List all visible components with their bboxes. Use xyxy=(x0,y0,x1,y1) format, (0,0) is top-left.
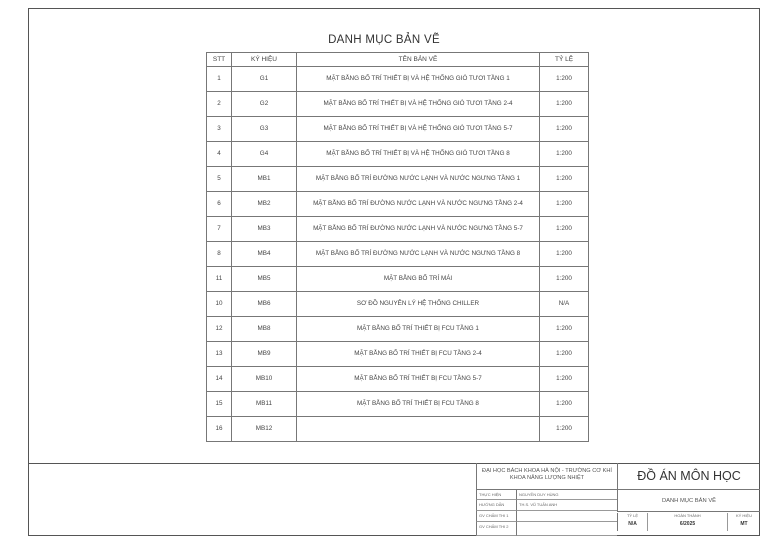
cell-name: MẶT BẰNG BỐ TRÍ THIẾT BỊ VÀ HỆ THỐNG GIÓ TƯƠI TẦNG 5-7 xyxy=(297,117,540,142)
code-value: MT xyxy=(727,521,760,531)
school-line-1: ĐẠI HỌC BÁCH KHOA HÀ NỘI - TRƯỜNG CƠ KHÍ xyxy=(482,468,612,474)
person-name: NGUYỄN DUY HÙNG xyxy=(516,490,617,500)
cell-name: MẶT BẰNG BỐ TRÍ THIẾT BỊ FCU TẦNG 1 xyxy=(297,317,540,342)
cell-stt: 1 xyxy=(207,67,232,92)
cell-scale: 1:200 xyxy=(540,367,589,392)
header-scale: TỶ LỆ xyxy=(540,53,589,67)
cell-name: MẶT BẰNG BỐ TRÍ ĐƯỜNG NƯỚC LẠNH VÀ NƯỚC NGƯNG TẦNG 2-4 xyxy=(297,192,540,217)
cell-code: MB6 xyxy=(232,292,297,317)
cell-code: MB10 xyxy=(232,367,297,392)
table-row xyxy=(207,142,589,167)
cell-scale: 1:200 xyxy=(540,192,589,217)
cell-scale: 1:200 xyxy=(540,67,589,92)
person-role: GV CHẤM THI 1 xyxy=(476,511,516,522)
table-row xyxy=(207,317,589,342)
table-row xyxy=(207,167,589,192)
cell-stt: 2 xyxy=(207,92,232,117)
cell-name: MẶT BẰNG BỐ TRÍ ĐƯỜNG NƯỚC LẠNH VÀ NƯỚC NGƯNG TẦNG 1 xyxy=(297,167,540,192)
cell-stt: 16 xyxy=(207,417,232,442)
cell-code: G4 xyxy=(232,142,297,167)
cell-code: MB1 xyxy=(232,167,297,192)
drawing-list-table xyxy=(206,52,589,442)
cell-stt: 5 xyxy=(207,167,232,192)
cell-name: MẶT BẰNG BỐ TRÍ MÁI xyxy=(297,267,540,292)
cell-name: MẶT BẰNG BỐ TRÍ ĐƯỜNG NƯỚC LẠNH VÀ NƯỚC NGƯNG TẦNG 5-7 xyxy=(297,217,540,242)
table-row xyxy=(207,292,589,317)
school-line-2: KHOA NĂNG LƯỢNG NHIỆT xyxy=(509,475,585,481)
cell-scale: 1:200 xyxy=(540,417,589,442)
table-row xyxy=(207,67,589,92)
header-stt: STT xyxy=(207,53,232,67)
table-row xyxy=(207,367,589,392)
scale-value: N/A xyxy=(617,521,647,531)
table-row xyxy=(207,267,589,292)
person-name xyxy=(516,511,617,522)
cell-code: G1 xyxy=(232,67,297,92)
person-role: THỰC HIỆN xyxy=(476,490,516,500)
date-value: 6/2025 xyxy=(647,521,727,531)
cell-name: MẶT BẰNG BỐ TRÍ THIẾT BỊ FCU TẦNG 2-4 xyxy=(297,342,540,367)
person-role: HƯỚNG DẪN xyxy=(476,500,516,511)
table-row xyxy=(207,217,589,242)
cell-stt: 13 xyxy=(207,342,232,367)
cell-name: MẶT BẰNG BỐ TRÍ THIẾT BỊ VÀ HỆ THỐNG GIÓ TƯƠI TẦNG 1 xyxy=(297,67,540,92)
table-header-row xyxy=(207,53,589,67)
drawing-name: DANH MỤC BẢN VẼ xyxy=(617,490,760,512)
cell-code: G2 xyxy=(232,92,297,117)
cell-stt: 11 xyxy=(207,267,232,292)
cell-name: MẶT BẰNG BỐ TRÍ THIẾT BỊ FCU TẦNG 8 xyxy=(297,392,540,417)
cell-name: MẶT BẰNG BỐ TRÍ THIẾT BỊ FCU TẦNG 5-7 xyxy=(297,367,540,392)
cell-code: MB2 xyxy=(232,192,297,217)
cell-scale: 1:200 xyxy=(540,117,589,142)
cell-stt: 6 xyxy=(207,192,232,217)
table-row xyxy=(207,342,589,367)
cell-code: MB4 xyxy=(232,242,297,267)
header-code: KÝ HIỆU xyxy=(232,53,297,67)
table-row xyxy=(207,242,589,267)
cell-name: MẶT BẰNG BỐ TRÍ ĐƯỜNG NƯỚC LẠNH VÀ NƯỚC NGƯNG TẦNG 8 xyxy=(297,242,540,267)
cell-scale: 1:200 xyxy=(540,142,589,167)
cell-stt: 10 xyxy=(207,292,232,317)
cell-stt: 4 xyxy=(207,142,232,167)
cell-name xyxy=(297,417,540,442)
cell-stt: 3 xyxy=(207,117,232,142)
cell-name: MẶT BẰNG BỐ TRÍ THIẾT BỊ VÀ HỆ THỐNG GIÓ TƯƠI TẦNG 8 xyxy=(297,142,540,167)
cell-stt: 8 xyxy=(207,242,232,267)
cell-code: MB12 xyxy=(232,417,297,442)
person-name xyxy=(516,522,617,536)
cell-name: MẶT BẰNG BỐ TRÍ THIẾT BỊ VÀ HỆ THỐNG GIÓ TƯƠI TẦNG 2-4 xyxy=(297,92,540,117)
page-title: DANH MỤC BẢN VẼ xyxy=(328,34,440,46)
cell-stt: 12 xyxy=(207,317,232,342)
table-row xyxy=(207,417,589,442)
cell-scale: 1:200 xyxy=(540,317,589,342)
project-title: ĐỒ ÁN MÔN HỌC xyxy=(617,463,760,490)
date-label: HOÀN THÀNH xyxy=(647,513,727,521)
cell-code: MB5 xyxy=(232,267,297,292)
school-name xyxy=(476,463,617,490)
cell-code: MB3 xyxy=(232,217,297,242)
cell-scale: 1:200 xyxy=(540,167,589,192)
table-row xyxy=(207,92,589,117)
table-row xyxy=(207,117,589,142)
cell-code: MB8 xyxy=(232,317,297,342)
table-row xyxy=(207,192,589,217)
cell-code: G3 xyxy=(232,117,297,142)
cell-stt: 14 xyxy=(207,367,232,392)
cell-scale: 1:200 xyxy=(540,392,589,417)
person-name: TH.S. VŨ TUẤN ANH xyxy=(516,500,617,511)
cell-scale: 1:200 xyxy=(540,217,589,242)
cell-scale: 1:200 xyxy=(540,342,589,367)
cell-scale: 1:200 xyxy=(540,267,589,292)
cell-name: SƠ ĐỒ NGUYÊN LÝ HỆ THỐNG CHILLER xyxy=(297,292,540,317)
cell-scale: 1:200 xyxy=(540,242,589,267)
cell-code: MB9 xyxy=(232,342,297,367)
table-row xyxy=(207,392,589,417)
header-name: TÊN BẢN VẼ xyxy=(297,53,540,67)
cell-scale: 1:200 xyxy=(540,92,589,117)
scale-label: TỶ LỆ xyxy=(617,513,647,521)
code-label: KÝ HIỆU xyxy=(727,513,760,521)
cell-scale: N/A xyxy=(540,292,589,317)
cell-code: MB11 xyxy=(232,392,297,417)
person-role: GV CHẤM THI 2 xyxy=(476,522,516,536)
cell-stt: 15 xyxy=(207,392,232,417)
cell-stt: 7 xyxy=(207,217,232,242)
